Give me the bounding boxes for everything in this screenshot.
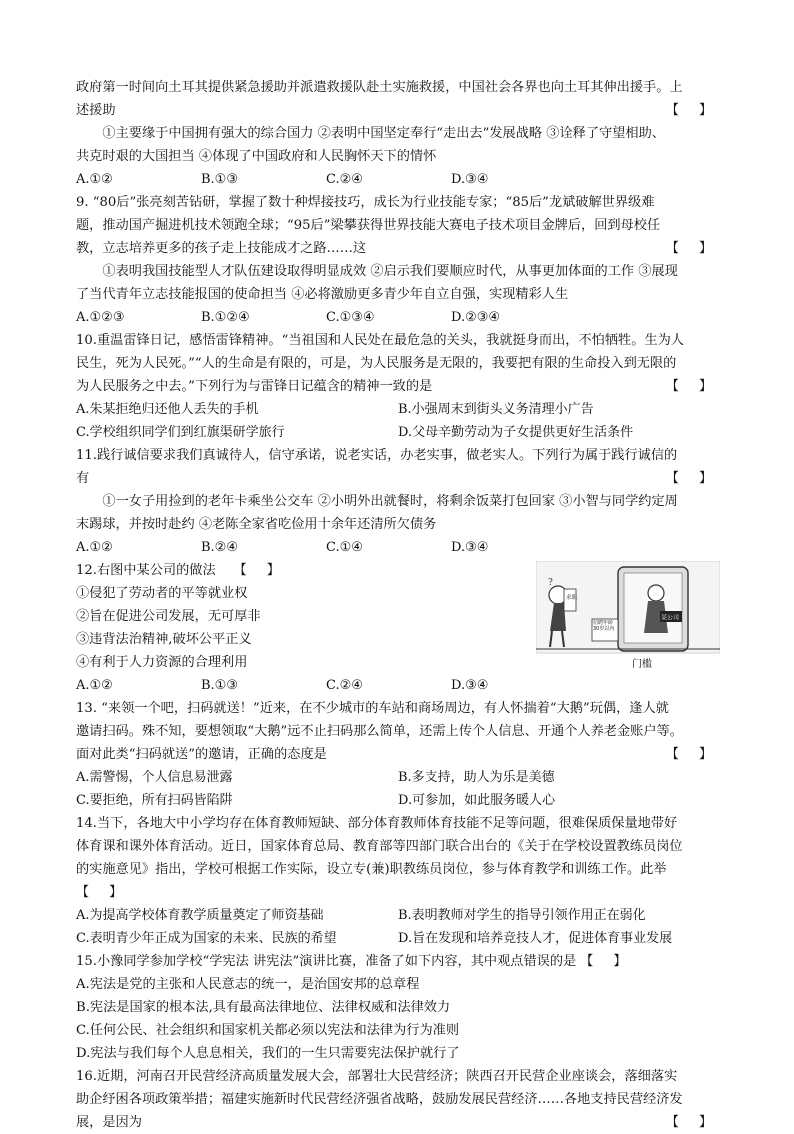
q12-cartoon-figure	[536, 561, 720, 673]
q12-item-1: ①侵犯了劳动者的平等就业权	[76, 586, 248, 601]
q8-option-d: D.③④	[451, 172, 489, 187]
q14-option-d: D.旨在发现和培养竞技人才，促进体育事业发展	[398, 931, 673, 946]
q12-answer-bracket: 【 】	[233, 563, 288, 578]
q14-option-b: B.表明教师对学生的指导引领作用正在弱化	[398, 908, 646, 923]
q9-options	[76, 306, 720, 329]
q8-option-a: A.①②	[76, 172, 113, 187]
job-seeker-sign-label: 求职	[566, 595, 578, 601]
q16-stem-l2: 助企纾困各项政策举措；福建实施新时代民营经济强省战略，鼓励发展民营经济……各地支持民营经济发	[76, 1092, 683, 1107]
q13-stem-l3: 面对此类“扫码就送”的邀请，正确的态度是 【 】	[76, 743, 720, 766]
q11-stem-l2: 有 【 】	[76, 467, 720, 490]
company-sign-label: 某公司	[661, 614, 680, 622]
q9-option-b: B.①②④	[201, 310, 250, 325]
q14-answer-bracket: 【 】	[76, 885, 131, 900]
q12-figure-caption: 门槛	[632, 659, 652, 670]
exam-page	[76, 76, 720, 1134]
q16-stem-l3: 展，是因为 【 】	[76, 1111, 720, 1134]
q8-answer-bracket: 【 】	[665, 103, 720, 118]
q13-option-d: D.可参加，如此服务暖人心	[398, 793, 556, 808]
q15-option-b: B.宪法是国家的根本法,具有最高法律地位、法律权威和法律效力	[76, 1000, 451, 1015]
q12-item-2: ②旨在促进公司发展，无可厚非	[76, 609, 261, 624]
q8-option-b: B.①③	[201, 172, 238, 187]
q13-option-b: B.多支持，助人为乐是美德	[398, 770, 555, 785]
q13-answer-bracket: 【 】	[665, 747, 720, 762]
q9-answer-bracket: 【 】	[665, 241, 720, 256]
q15-option-a: A.宪法是党的主张和人民意志的统一，是治国安邦的总章程	[76, 977, 420, 992]
q10-stem-l2: 民生，死为人民死。”“人的生命是有限的，可是，为人民服务是无限的，我要把有限的生命投入到无限的	[76, 356, 677, 371]
threshold-board-label: 招聘年龄30岁以内	[593, 620, 615, 632]
q11-options	[76, 536, 720, 559]
recruiter-head	[648, 585, 664, 601]
q9-stem-l2: 题，推动国产掘进机技术领跑全球；“95后”梁攀获得世界技能大赛电子技术项目金牌后，回到母校任	[76, 218, 661, 233]
q11-stem: 11.践行诚信要求我们真诚待人，信守承诺，说老实话，办老实事，做老实人。下列行为属于践行诚信的	[76, 448, 678, 463]
q9-stem: 9. “80后”张亮刻苦钻研，掌握了数十种焊接技巧，成长为行业技能专家；“85后”龙斌破解世界级难	[76, 195, 655, 210]
q8-statements-cont: 共克时艰的大国担当 ④体现了中国政府和人民胸怀天下的情怀	[76, 149, 437, 164]
q9-statements: ①表明我国技能型人才队伍建设取得明显成效 ②启示我们要顺应时代，从事更加体面的工作 ③展现	[102, 264, 678, 279]
q14-answer-bracket-line	[76, 881, 720, 904]
q10-option-d: D.父母辛勤劳动为子女提供更好生活条件	[398, 425, 634, 440]
q15-option-d: D.宪法与我们每个人息息相关，我们的一生只需要宪法保护就行了	[76, 1046, 460, 1061]
q14-stem-l2: 体育课和课外体育活动。近日，国家体育总局、教育部等四部门联合出台的《关于在学校设置教练员岗位	[76, 839, 683, 854]
q13-options-row1	[76, 766, 720, 789]
q14-option-a: A.为提高学校体育教学质量奠定了师资基础	[76, 908, 324, 923]
q9-statements-cont: 了当代青年立志技能报国的使命担当 ④必将激励更多青少年自立自强，实现精彩人生	[76, 287, 569, 302]
q12-options	[76, 674, 720, 697]
q13-options-row2	[76, 789, 720, 812]
q16-answer-bracket: 【 】	[665, 1115, 720, 1130]
q8-stem: 政府第一时间向土耳其提供紧急援助并派遣救援队赴土实施救援，中国社会各界也向土耳其伸出援手。上	[76, 80, 683, 95]
q11-statements-cont: 末踢球，并按时赴约 ④老陈全家省吃俭用十余年还清所欠债务	[76, 517, 437, 532]
q15-stem: 15.小豫同学参加学校“学宪法 讲宪法”演讲比赛，准备了如下内容，其中观点错误的是 【 】	[76, 954, 635, 969]
q9-option-c: C.①③④	[326, 310, 375, 325]
q12-stem: 12.右图中某公司的做法 【 】	[76, 563, 288, 578]
q15-option-c: C.任何公民、社会组织和国家机关都必须以宪法和法律为行为准则	[76, 1023, 460, 1038]
q12-option-c: C.②④	[326, 678, 363, 693]
q13-option-a: A.需警惕，个人信息易泄露	[76, 770, 233, 785]
q16-stem: 16.近期，河南召开民营经济高质量发展大会，部署壮大民营经济；陕西召开民营企业座谈会，落细落实	[76, 1069, 678, 1084]
q15-answer-bracket: 【 】	[580, 954, 635, 969]
q12-block	[76, 559, 720, 674]
q9-option-d: D.②③④	[451, 310, 501, 325]
q8-stem-cont: 述援助 【 】	[76, 99, 720, 122]
q9-option-a: A.①②③	[76, 310, 125, 325]
question-mark-icon: ?	[548, 578, 553, 588]
q10-option-b: B.小强周末到街头义务清理小广告	[398, 402, 594, 417]
q12-option-a: A.①②	[76, 678, 113, 693]
q13-stem: 13. “来领一个吧，扫码就送！”近来，在不少城市的车站和商场周边，有人怀揣着“大鹅”玩偶，逢人就	[76, 701, 669, 716]
q10-stem: 10.重温雷锋日记，感悟雷锋精神。“当祖国和人民处在最危急的关头，我就挺身而出，不怕牺牲。生为人	[76, 333, 684, 348]
q10-option-c: C.学校组织同学们到红旗渠研学旅行	[76, 425, 285, 440]
q11-option-c: C.①④	[326, 540, 363, 555]
q13-option-c: C.要拒绝，所有扫码皆陷阱	[76, 793, 233, 808]
q14-options-row2	[76, 927, 720, 950]
q10-stem-l3: 为人民服务之中去。”下列行为与雷锋日记蕴含的精神一致的是 【 】	[76, 375, 720, 398]
q14-options-row1	[76, 904, 720, 927]
q10-options-row1	[76, 398, 720, 421]
q12-option-b: B.①③	[201, 678, 238, 693]
q11-option-b: B.②④	[201, 540, 238, 555]
q11-option-d: D.③④	[451, 540, 489, 555]
q11-option-a: A.①②	[76, 540, 113, 555]
q14-stem: 14.当下，各地大中小学均存在体育教师短缺、部分体育教师体育技能不足等问题，很难保质保量地带好	[76, 816, 678, 831]
q14-option-c: C.表明青少年正成为国家的未来、民族的希望	[76, 931, 337, 946]
q9-stem-l3: 教，立志培养更多的孩子走上技能成才之路……这 【 】	[76, 237, 720, 260]
q12-item-4: ④有利于人力资源的合理利用	[76, 655, 248, 670]
q8-statements: ①主要缘于中国拥有强大的综合国力 ②表明中国坚定奉行“走出去”发展战略 ③诠释了守望相助、	[102, 126, 665, 141]
q8-option-c: C.②④	[326, 172, 363, 187]
q10-option-a: A.朱某拒绝归还他人丢失的手机	[76, 402, 259, 417]
q8-options	[76, 168, 720, 191]
q12-option-d: D.③④	[451, 678, 489, 693]
q11-answer-bracket: 【 】	[665, 471, 720, 486]
q11-statements: ①一女子用捡到的老年卡乘坐公交车 ②小明外出就餐时，将剩余饭菜打包回家 ③小智与同学约定周	[102, 494, 678, 509]
q13-stem-l2: 邀请扫码。殊不知，要想领取“大鹅”远不止扫码那么简单，还需上传个人信息、开通个人养老金账户等。	[76, 724, 683, 739]
q10-answer-bracket: 【 】	[665, 379, 720, 394]
q14-stem-l3: 的实施意见》指出，学校可根据工作实际，设立专(兼)职教练员岗位，参与体育教学和训练工作。此举	[76, 862, 667, 877]
q12-item-3: ③违背法治精神,破坏公平正义	[76, 632, 252, 647]
q10-options-row2	[76, 421, 720, 444]
